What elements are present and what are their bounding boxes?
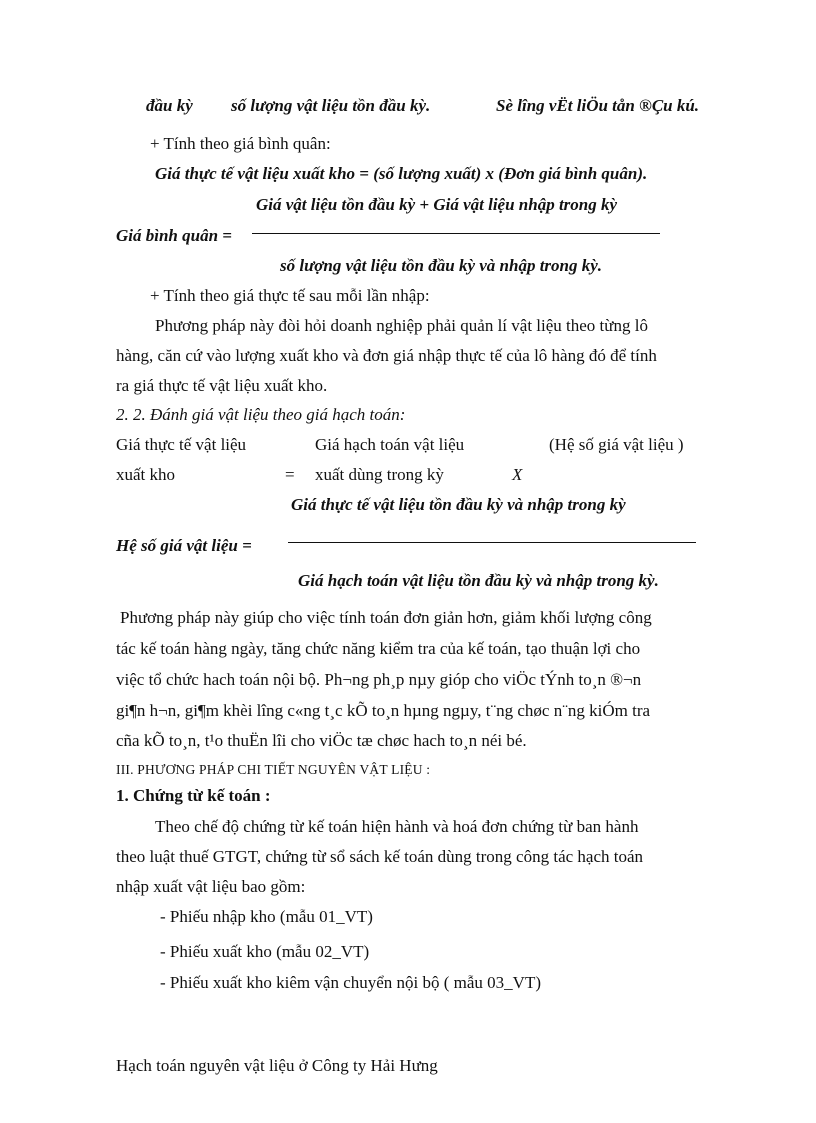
para3-line-2: theo luật thuế GTGT, chứng từ sổ sách kế toán dùng trong công tác hạch toán: [116, 847, 644, 866]
para2-line-4: gi¶n h¬n, gi¶m khèi lîng c«ng t¸c kÕ to¸n hµng ngµy, t¨ng chøc n¨ng kiÓm tra: [116, 701, 651, 720]
coef-denominator: Giá hạch toán vật liệu tồn đầu kỳ và nhập trong kỳ.: [298, 571, 659, 590]
coef-label: Hệ số giá vật liệu =: [116, 536, 252, 555]
formula2-mid-line2: xuất dùng trong kỳ: [315, 465, 444, 484]
formula-export-price: Giá thực tế vật liệu xuất kho = (số lượng xuất) x (Đơn giá bình quân).: [155, 164, 648, 183]
heading-chung-tu: 1. Chứng từ kế toán :: [116, 786, 271, 805]
para2-line-2: tác kế toán hàng ngày, tăng chức năng kiểm tra của kế toán, tạo thuận lợi cho: [116, 639, 641, 658]
formula2-equals: =: [285, 465, 295, 484]
para3-line-1: Theo chế độ chứng từ kế toán hiện hành và hoá đơn chứng từ ban hành: [155, 817, 639, 836]
para1-line-1: Phương pháp này đòi hỏi doanh nghiệp phải quản lí vật liệu theo từng lô: [155, 316, 648, 335]
para2-line-1: Phương pháp này giúp cho việc tính toán đơn giản hơn, giảm khối lượng công: [120, 608, 652, 627]
coef-numerator: Giá thực tế vật liệu tồn đầu kỳ và nhập trong kỳ: [291, 495, 626, 514]
line1-part-a: đầu kỳ: [146, 96, 193, 115]
list-item-1: - Phiếu nhập kho (mẫu 01_VT): [160, 907, 373, 926]
list-item-2: - Phiếu xuất kho (mẫu 02_VT): [160, 942, 370, 961]
formula2-left-line2: xuất kho: [116, 465, 176, 484]
bullet-average-price: + Tính theo giá bình quân:: [150, 134, 331, 153]
bullet-actual-price: + Tính theo giá thực tế sau mỗi lần nhập:: [150, 286, 430, 305]
coef-fraction-line: [288, 542, 696, 543]
average-numerator: Giá vật liệu tồn đầu kỳ + Giá vật liệu nhập trong kỳ: [256, 195, 618, 214]
para3-line-3: nhập xuất vật liệu bao gồm:: [116, 877, 306, 896]
formula2-left-line1: Giá thực tế vật liệu: [116, 435, 247, 454]
average-denominator: số lượng vật liệu tồn đầu kỳ và nhập trong kỳ.: [280, 256, 603, 275]
formula2-mid-line1: Giá hạch toán vật liệu: [315, 435, 465, 454]
average-fraction-line: [252, 233, 660, 234]
para2-line-3: việc tổ chức hach toán nội bộ. Ph¬ng ph¸p nµy gióp cho viÖc tÝnh to¸n ®¬n: [116, 670, 642, 689]
para2-line-5: cña kÕ to¸n, t¹o thuËn lîi cho viÖc tæ chøc hach to¸n néi bé.: [116, 731, 527, 750]
section-2-2-heading: 2. 2. Đánh giá vật liệu theo giá hạch toán:: [116, 405, 406, 424]
page-footer: Hạch toán nguyên vật liệu ở Công ty Hải Hưng: [116, 1056, 438, 1075]
para1-line-3: ra giá thực tế vật liệu xuất kho.: [116, 376, 328, 395]
average-label: Giá bình quân =: [116, 226, 232, 245]
formula2-multiply: X: [512, 465, 523, 484]
formula2-right: (Hệ số giá vật liệu ): [549, 435, 684, 454]
line1-part-c: Sè lîng vËt liÖu tån ®Çu kú.: [496, 96, 700, 115]
section-3-heading: III. PHƯƠNG PHÁP CHI TIẾT NGUYÊN VẬT LIỆU :: [116, 762, 431, 777]
list-item-3: - Phiếu xuất kho kiêm vận chuyển nội bộ ( mẫu 03_VT): [160, 973, 542, 992]
line1-part-b: số lượng vật liệu tồn đầu kỳ.: [231, 96, 431, 115]
para1-line-2: hàng, căn cứ vào lượng xuất kho và đơn giá nhập thực tế của lô hàng đó để tính: [116, 346, 657, 365]
